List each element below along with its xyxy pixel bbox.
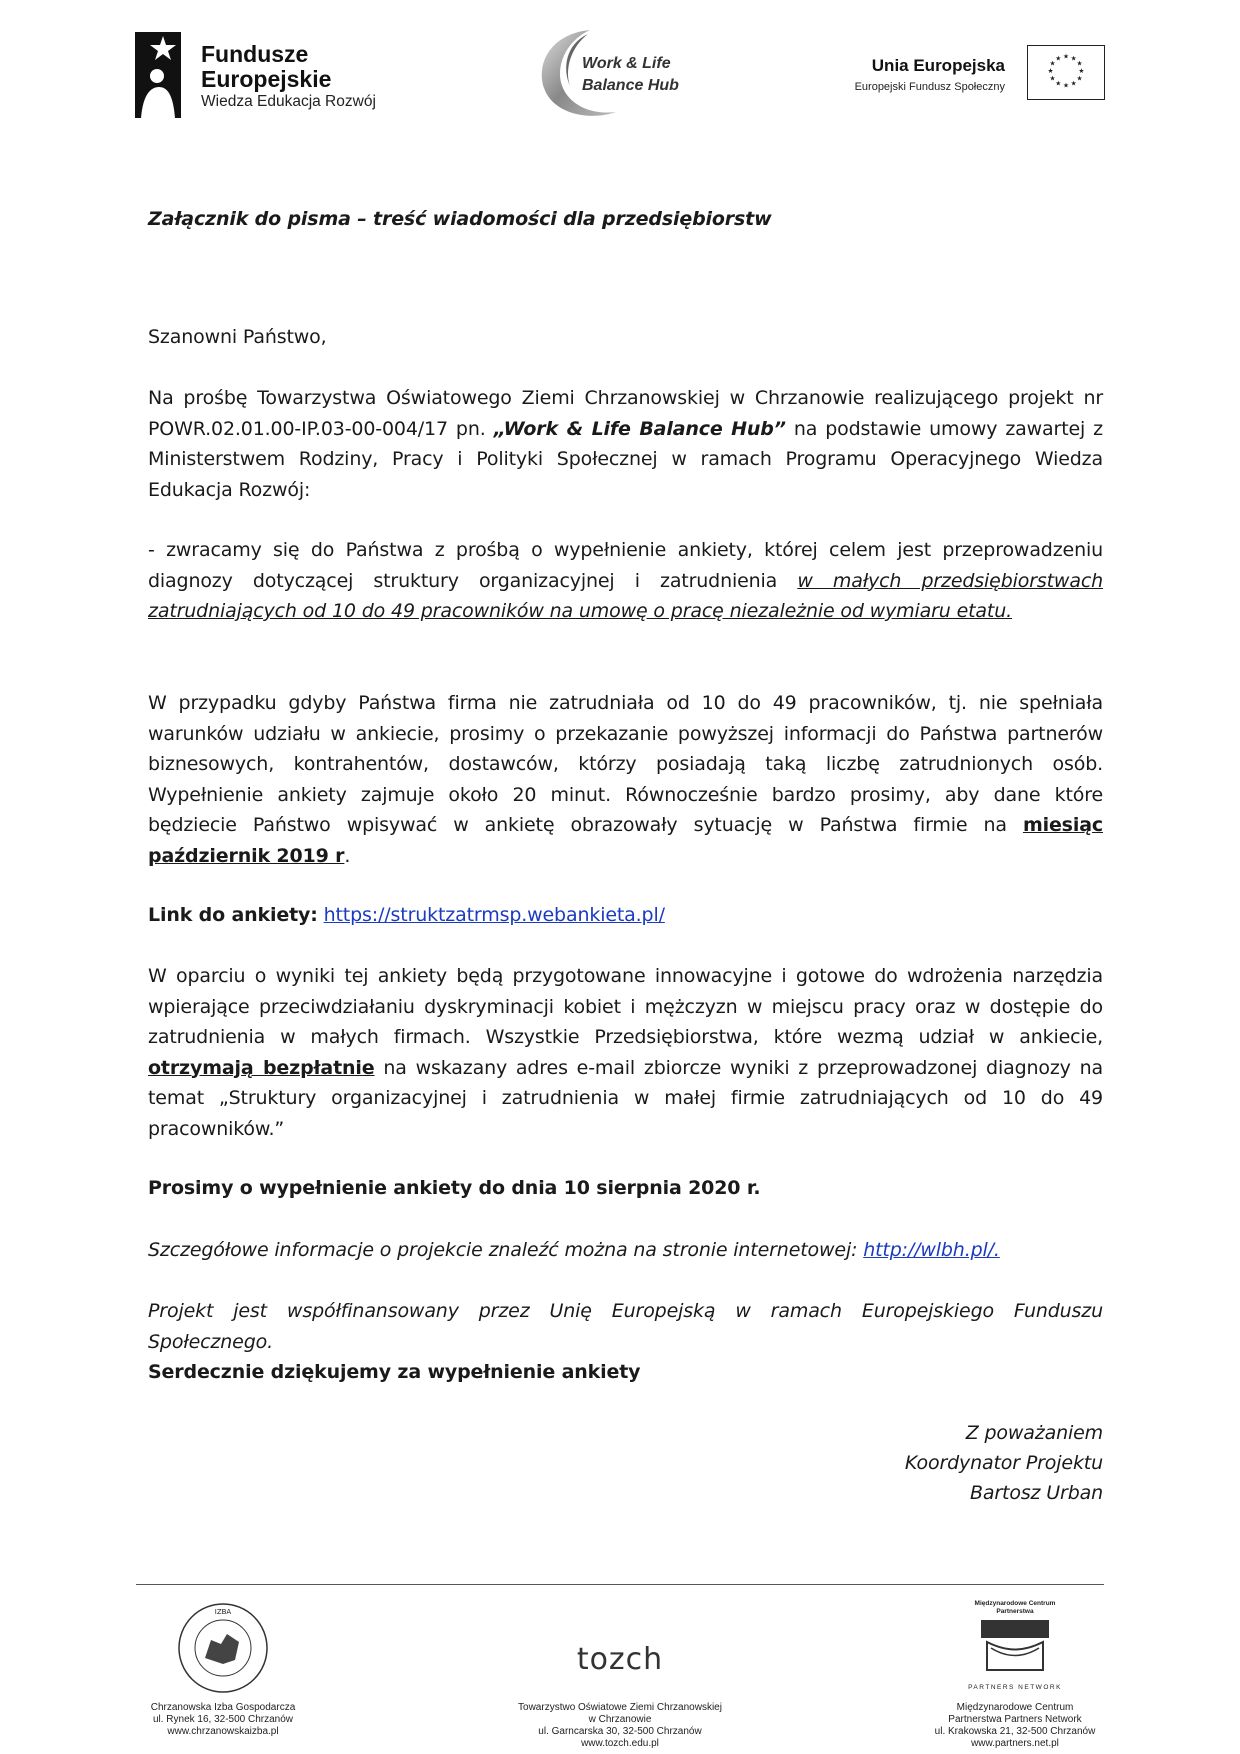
svg-text:★: ★ <box>1047 66 1054 75</box>
chamber-web: www.chrzanowskaizba.pl <box>167 1726 279 1737</box>
chamber-seal-icon <box>175 1600 271 1696</box>
footer-tozch <box>500 1600 740 1749</box>
partners-network-icon <box>977 1618 1053 1678</box>
chamber-address: ul. Rynek 16, 32-500 Chrzanów <box>152 1714 294 1725</box>
greeting: Szanowni Państwo, <box>148 326 327 348</box>
survey-month: miesiąc październik 2019 r <box>148 814 1103 867</box>
tozch-name2: w Chrzanowie <box>588 1714 652 1725</box>
partners-name: Międzynarodowe Centrum <box>956 1702 1074 1713</box>
fe-flag-icon <box>135 32 181 118</box>
intro-text-2: na podstawie umowy zawartej z Ministerstwem Rodziny, Pracy i Polityki Społecznej w ramach Programu Operacyjnego Wiedza Edukacja Rozwój: <box>148 417 1103 501</box>
partners-name2: Partnerstwa Partners Network <box>948 1714 1082 1725</box>
deadline: Prosimy o wypełnienie ankiety do dnia 10 sierpnia 2020 r. <box>148 1177 761 1199</box>
ue-logo-line1: Unia Europejska <box>871 56 1005 75</box>
crescent-icon <box>530 24 720 124</box>
fundusze-europejskie-logo <box>135 32 395 122</box>
svg-text:★: ★ <box>1049 74 1056 83</box>
signature-role: Koordynator Projektu <box>904 1452 1103 1474</box>
svg-text:★: ★ <box>1070 54 1077 63</box>
ue-logo-line2: Europejski Fundusz Społeczny <box>854 81 1005 93</box>
results-text-2: na wskazany adres e-mail zbiorcze wyniki z przeprowadzonej diagnozy na temat „Struktury organizacyjnej i zatrudnienia w małej firmie zatrudniających od 10 do 49 pracowników.” <box>148 1056 1104 1140</box>
intro-paragraph <box>148 383 1103 505</box>
details-text: Szczegółowe informacje o projekcie znaleźć można na stronie internetowej: <box>148 1239 864 1261</box>
svg-text:★: ★ <box>1062 81 1070 90</box>
wlb-logo-line2: Balance Hub <box>582 77 679 94</box>
svg-text:★: ★ <box>1076 59 1083 68</box>
signature-name: Bartosz Urban <box>970 1482 1103 1504</box>
survey-link-line <box>148 900 1103 931</box>
partners-logo-top: Międzynarodowe Centrum Partnerstwa <box>974 1600 1056 1615</box>
footer-partners-network <box>915 1600 1115 1749</box>
condition-end: . <box>344 844 351 867</box>
signature-closing: Z poważaniem <box>965 1422 1103 1444</box>
results-free: otrzymają bezpłatnie <box>148 1056 375 1079</box>
svg-text:IZBA: IZBA <box>214 1608 232 1616</box>
intro-text-1: Na prośbę Towarzystwa Oświatowego Ziemi Chrzanowskiej w Chrzanowie realizującego projekt nr POWR.02.01.00-IP.03-00-004/17 pn. <box>148 387 1103 440</box>
tozch-logo: tozch <box>576 1642 664 1677</box>
project-website-link[interactable]: http://wlbh.pl/. <box>863 1239 1000 1261</box>
footer-chamber-of-commerce <box>128 1600 318 1737</box>
tozch-web: www.tozch.edu.pl <box>581 1738 659 1749</box>
work-life-balance-hub-logo <box>530 24 720 124</box>
svg-text:★: ★ <box>1049 59 1056 68</box>
partners-logo-bottom: PARTNERS NETWORK <box>968 1684 1062 1691</box>
project-name: „Work & Life Balance Hub” <box>493 417 786 440</box>
svg-text:★: ★ <box>1078 66 1085 75</box>
attachment-title: Załącznik do pisma – treść wiadomości dla przedsiębiorstw <box>148 208 772 230</box>
unia-europejska-logo <box>820 45 1105 105</box>
request-emphasis: w małych przedsiębiorstwach zatrudniających od 10 do 49 pracowników na umowę o pracę niezależnie od wymiaru etatu. <box>148 569 1104 622</box>
chamber-name: Chrzanowska Izba Gospodarcza <box>150 1702 296 1713</box>
tozch-address: ul. Garncarska 30, 32-500 Chrzanów <box>538 1726 702 1737</box>
condition-text: W przypadku gdyby Państwa firma nie zatrudniała od 10 do 49 pracowników, tj. nie spełniała warunków udziału w ankiecie, prosimy o przekazanie powyższej informacji do Państwa partnerów biznesowych, kontrahentów, dostawców, którzy posiadają taką liczbę zatrudnionych osób. Wypełnienie ankiety zajmuje około 20 minut. Równocześnie bardzo prosimy, aby dane które będziecie Państwo wpisywać w ankietę obrazowały sytuację w Państwa firmie na <box>148 692 1103 836</box>
footer-divider <box>136 1584 1104 1585</box>
partners-web: www.partners.net.pl <box>971 1738 1059 1749</box>
svg-text:★: ★ <box>1070 79 1077 88</box>
request-text: - zwracamy się do Państwa z prośbą o wypełnienie ankiety, której celem jest przeprowadzeniu diagnozy dotyczącej struktury organizacyjnej i zatrudnienia <box>148 539 1103 592</box>
eu-flag-icon <box>1027 45 1105 100</box>
svg-text:★: ★ <box>1062 52 1070 61</box>
survey-link-label: Link do ankiety: <box>148 904 318 926</box>
details-line <box>148 1235 1103 1266</box>
results-paragraph <box>148 961 1103 1144</box>
wlb-logo-line1: Work & Life <box>582 55 671 72</box>
svg-text:★: ★ <box>1076 74 1083 83</box>
fe-logo-line1: Fundusze <box>201 41 309 67</box>
fe-logo-line3: Wiedza Edukacja Rozwój <box>201 93 376 110</box>
tozch-name: Towarzystwo Oświatowe Ziemi Chrzanowskiej <box>518 1702 722 1713</box>
request-paragraph <box>148 535 1103 627</box>
survey-link[interactable]: https://struktzatrmsp.webankieta.pl/ <box>323 904 665 926</box>
fe-logo-line2: Europejskie <box>201 66 332 92</box>
svg-text:★: ★ <box>1055 54 1062 63</box>
cofinancing-note: Projekt jest współfinansowany przez Unię Europejską w ramach Europejskiego Funduszu Społecznego. <box>148 1300 1103 1353</box>
condition-paragraph <box>148 688 1103 871</box>
thanks-line: Serdecznie dziękujemy za wypełnienie ankiety <box>148 1361 641 1383</box>
results-text-1: W oparciu o wyniki tej ankiety będą przygotowane innowacyjne i gotowe do wdrożenia narzędzia wpierające przeciwdziałaniu dyskryminacji kobiet i mężczyzn w miejscu pracy oraz w dostępie do zatrudnienia w małych firmach. Wszystkie Przedsiębiorstwa, które wezmą udział w ankiecie, <box>148 965 1103 1048</box>
partners-address: ul. Krakowska 21, 32-500 Chrzanów <box>934 1726 1096 1737</box>
svg-text:★: ★ <box>1055 79 1062 88</box>
